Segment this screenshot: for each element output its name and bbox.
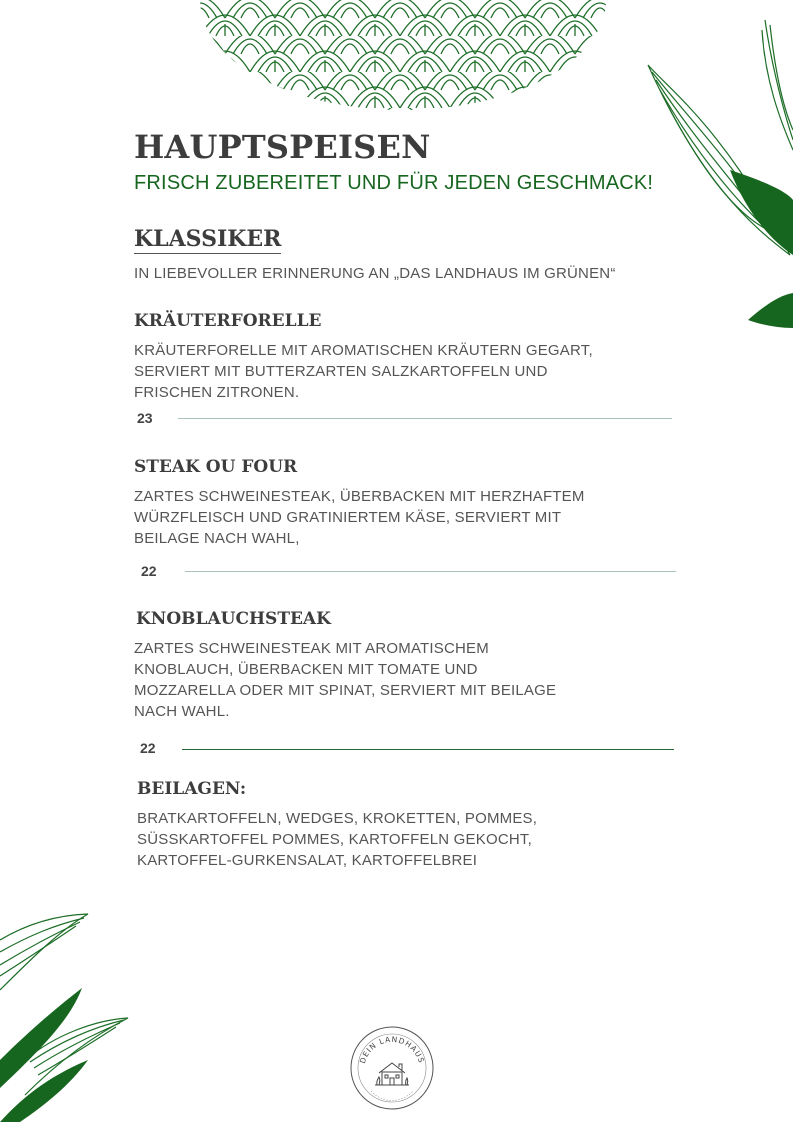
dish-description: ZARTES SCHWEINESTEAK MIT AROMATISCHEM KNOBLAUCH, ÜBERBACKEN MIT TOMATE UND MOZZARELLA ODER MIT SPINAT, SERVIERT MIT BEILAGE NACH WAHL. [134,640,557,720]
sides-title: BEILAGEN: [137,779,247,799]
section-subtitle: IN LIEBEVOLLER ERINNERUNG AN „DAS LANDHAUS IM GRÜNEN“ [134,265,616,282]
leaf-decoration-bottom-left [0,910,135,1122]
leaf-decoration-top-right [630,10,793,340]
dish-description: KRÄUTERFORELLE MIT AROMATISCHEN KRÄUTERN GEGART, SERVIERT MIT BUTTERZARTEN SALZKARTOFFELN UND FRISCHEN ZITRONEN. [134,342,593,401]
dish-description: ZARTES SCHWEINESTEAK, ÜBERBACKEN MIT HERZHAFTEM WÜRZFLEISCH UND GRATINIERTEM KÄSE, SERVIERT MIT BEILAGE NACH WAHL, [134,488,585,547]
page-subtitle: FRISCH ZUBEREITET UND FÜR JEDEN GESCHMACK! [134,172,654,194]
dish-price: 22 [141,563,157,579]
house-logo-icon [349,1025,435,1111]
section-title: KLASSIKER [134,226,282,252]
dish-name: KRÄUTERFORELLE [134,311,322,331]
sides-description: BRATKARTOFFELN, WEDGES, KROKETTEN, POMMES, SÜSSKARTOFFEL POMMES, KARTOFFELN GEKOCHT, KARTOFFEL-GURKENSALAT, KARTOFFELBREI [137,810,538,869]
scale-pattern-decoration [200,0,606,110]
svg-text:DEIN LANDHAUS [358,1035,426,1065]
dish-price: 22 [140,740,156,756]
price-divider [182,749,674,750]
price-divider [185,571,676,572]
logo-text: DEIN LANDHAUS [357,1034,427,1065]
dish-price: 23 [137,410,153,426]
dish-name: STEAK OU FOUR [134,457,298,477]
dish-name: KNOBLAUCHSTEAK [136,609,331,629]
page-title: HAUPTSPEISEN [134,128,431,166]
price-divider [178,418,672,419]
